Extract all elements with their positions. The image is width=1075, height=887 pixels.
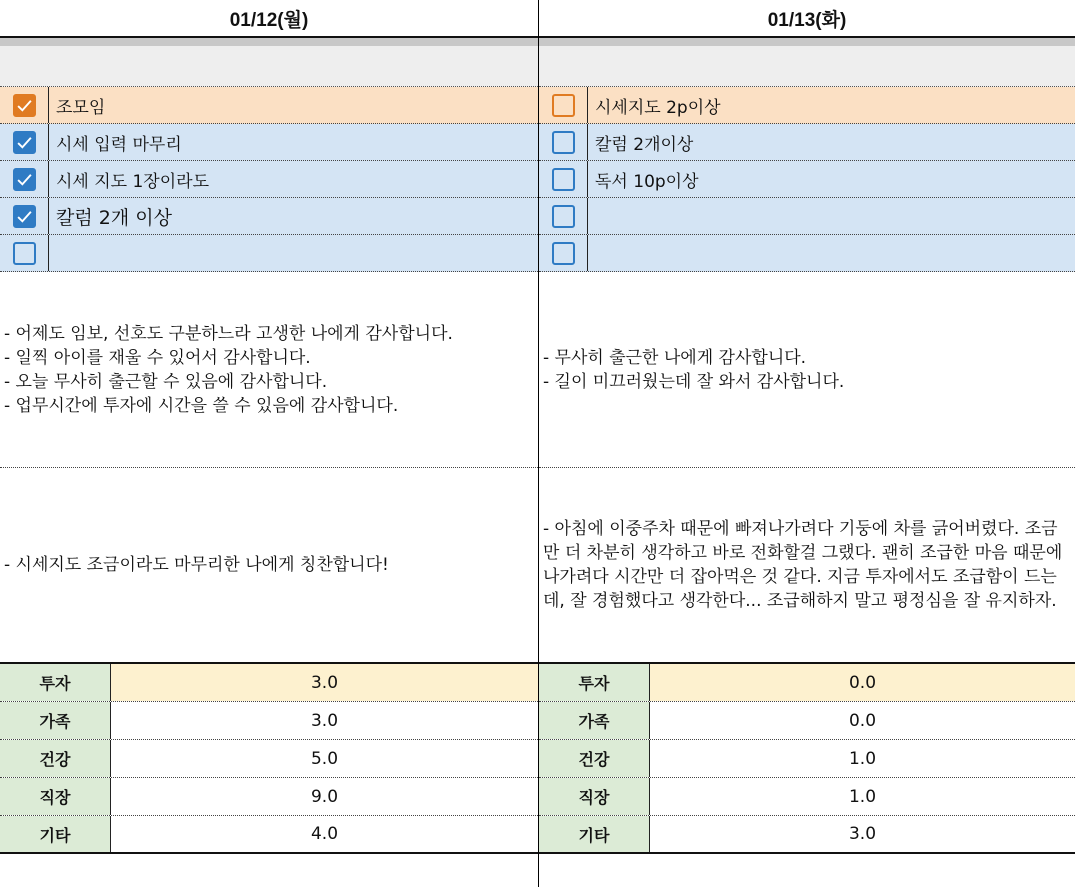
score-label: 투자 xyxy=(0,664,111,701)
gratitude-note[interactable] xyxy=(0,272,538,468)
score-row xyxy=(0,702,538,740)
score-row xyxy=(0,740,538,778)
score-row xyxy=(0,778,538,816)
task-row[interactable] xyxy=(0,161,538,198)
task-row[interactable] xyxy=(539,198,1075,235)
task-text[interactable]: 칼럼 2개이상 xyxy=(595,134,694,155)
score-value[interactable]: 1.0 xyxy=(848,786,877,807)
gratitude-note[interactable] xyxy=(539,272,1075,468)
score-value[interactable]: 1.0 xyxy=(848,748,877,769)
task-row[interactable] xyxy=(539,161,1075,198)
score-value[interactable]: 5.0 xyxy=(310,748,339,769)
task-row[interactable] xyxy=(0,124,538,161)
score-label: 건강 xyxy=(539,740,650,777)
score-row xyxy=(539,816,1075,854)
score-row xyxy=(0,816,538,854)
day-header xyxy=(539,0,1075,38)
score-row xyxy=(539,778,1075,816)
day-date: 01/13(화) xyxy=(767,9,847,31)
task-text[interactable] xyxy=(49,235,538,271)
reflection-text: - 시세지도 조금이라도 마무리한 나에게 칭찬합니다! xyxy=(4,555,389,575)
checkmark-icon xyxy=(16,171,33,188)
gratitude-line: - 어제도 임보, 선호도 구분하느라 고생한 나에게 감사합니다. xyxy=(4,323,453,344)
score-label: 투자 xyxy=(539,664,650,701)
header-divider-bar xyxy=(539,38,1075,46)
checkbox[interactable] xyxy=(552,242,575,265)
task-row[interactable] xyxy=(539,87,1075,124)
task-row[interactable] xyxy=(0,198,538,235)
checkbox[interactable] xyxy=(13,131,36,154)
task-text[interactable]: 시세 입력 마무리 xyxy=(56,134,182,155)
gratitude-line: - 길이 미끄러웠는데 잘 와서 감사합니다. xyxy=(543,371,845,392)
task-text[interactable]: 조모임 xyxy=(56,97,106,118)
score-label: 기타 xyxy=(539,816,650,852)
day-date: 01/12(월) xyxy=(229,9,309,31)
checkbox[interactable] xyxy=(552,205,575,228)
blank-row[interactable] xyxy=(0,46,538,87)
score-label: 가족 xyxy=(0,702,111,739)
blank-row[interactable] xyxy=(539,46,1075,87)
score-value[interactable]: 9.0 xyxy=(310,786,339,807)
gratitude-line: - 업무시간에 투자에 시간을 쓸 수 있음에 감사합니다. xyxy=(4,395,399,416)
gratitude-line: - 일찍 아이를 재울 수 있어서 감사합니다. xyxy=(4,347,311,368)
task-text[interactable]: 칼럼 2개 이상 xyxy=(56,206,172,229)
score-value[interactable]: 3.0 xyxy=(310,710,339,731)
checkbox[interactable] xyxy=(13,94,36,117)
score-label: 기타 xyxy=(0,816,111,852)
checkmark-icon xyxy=(16,208,33,225)
task-row[interactable] xyxy=(0,87,538,124)
gratitude-line: - 오늘 무사히 출근할 수 있음에 감사합니다. xyxy=(4,371,328,392)
task-text[interactable]: 독서 10p이상 xyxy=(595,171,699,192)
day-column-0112 xyxy=(0,0,538,854)
task-text[interactable]: 시세지도 2p이상 xyxy=(595,97,721,118)
day-column-0113 xyxy=(539,0,1075,854)
gratitude-line: - 무사히 출근한 나에게 감사합니다. xyxy=(543,347,807,368)
checkbox[interactable] xyxy=(13,168,36,191)
checkbox[interactable] xyxy=(552,168,575,191)
checkmark-icon xyxy=(16,134,33,151)
checkbox[interactable] xyxy=(13,242,36,265)
checkbox[interactable] xyxy=(552,94,575,117)
score-label: 건강 xyxy=(0,740,111,777)
reflection-text: - 아침에 이중주차 때문에 빠져나가려다 기둥에 차를 긁어버렸다. 조금만 더 차분히 생각하고 바로 전화할걸 그랬다. 괜히 조급한 마음 때문에 나가려다 시간만 더 잡아먹은 것 같다. 지금 투자에서도 조급함이 드는데, 잘 경험했다고 생각한다... 조급해하지 말고 평정심을 잘 유지하자. xyxy=(543,519,1063,611)
score-value[interactable]: 3.0 xyxy=(111,664,538,701)
score-label: 가족 xyxy=(539,702,650,739)
task-row[interactable] xyxy=(539,235,1075,272)
header-divider-bar xyxy=(0,38,538,46)
score-value[interactable]: 0.0 xyxy=(848,710,877,731)
checkmark-icon xyxy=(16,97,33,114)
score-row xyxy=(0,664,538,702)
score-row xyxy=(539,702,1075,740)
score-label: 직장 xyxy=(0,778,111,815)
reflection-note[interactable] xyxy=(539,468,1075,664)
reflection-note[interactable] xyxy=(0,468,538,664)
task-row[interactable] xyxy=(539,124,1075,161)
checkbox[interactable] xyxy=(552,131,575,154)
task-row[interactable] xyxy=(0,235,538,272)
score-value[interactable]: 0.0 xyxy=(650,664,1075,701)
task-text[interactable] xyxy=(588,198,1075,234)
score-label: 직장 xyxy=(539,778,650,815)
day-header xyxy=(0,0,538,38)
score-value[interactable]: 4.0 xyxy=(310,824,339,844)
score-row xyxy=(539,740,1075,778)
task-text[interactable]: 시세 지도 1장이라도 xyxy=(56,171,209,192)
score-value[interactable]: 3.0 xyxy=(848,824,877,844)
checkbox[interactable] xyxy=(13,205,36,228)
task-text[interactable] xyxy=(588,235,1075,271)
score-row xyxy=(539,664,1075,702)
